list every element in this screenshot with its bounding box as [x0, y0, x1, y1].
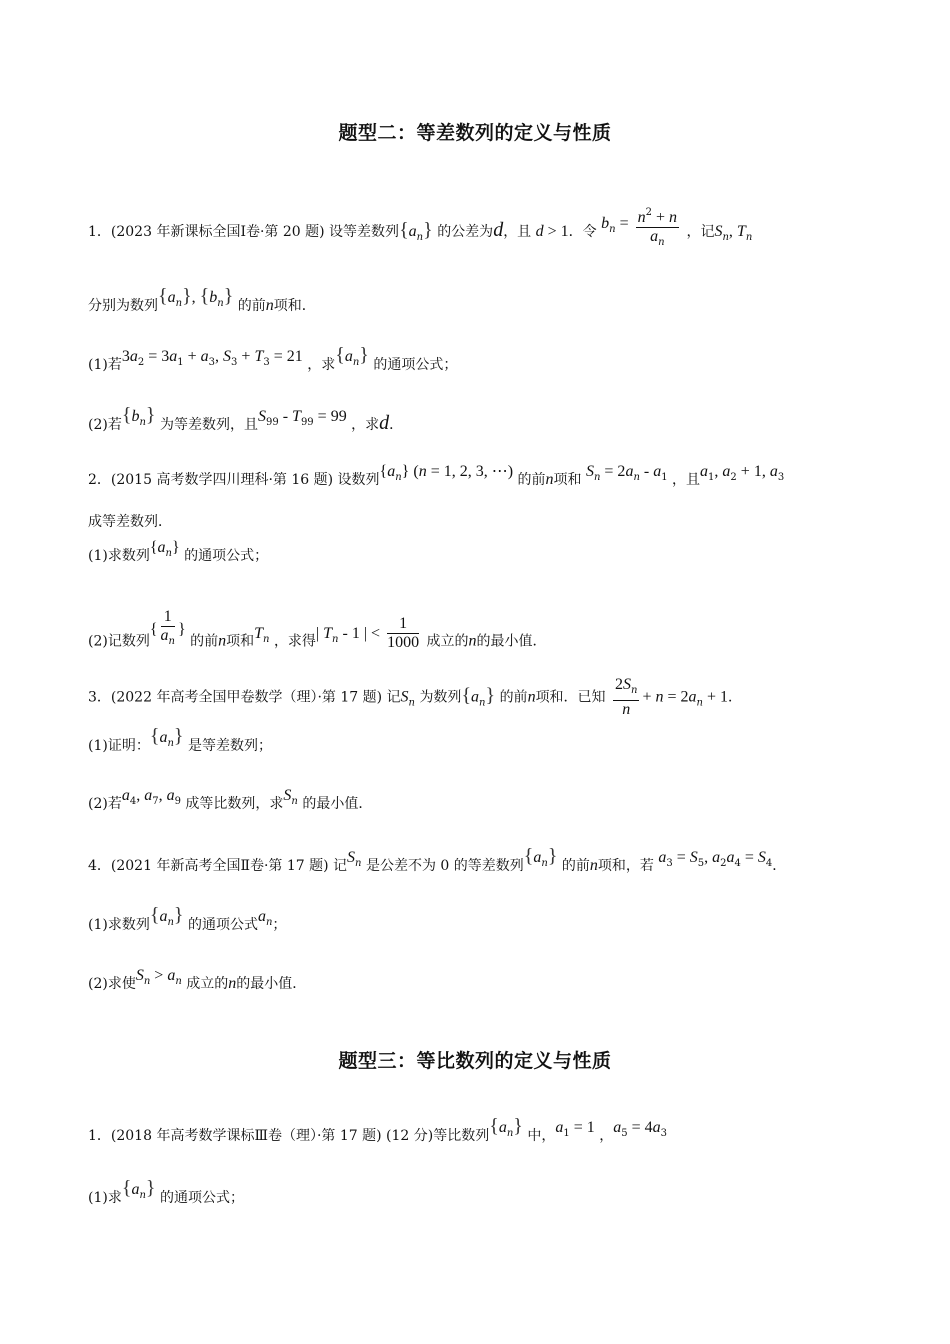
section-title-3: 题型三：等比数列的定义与性质 [338, 1050, 612, 1072]
section-title-2: 题型二：等差数列的定义与性质 [338, 122, 612, 144]
problem-1-line-2: 分别为数列$\{a_n\}$, $\{b_n\}$ 的前n项和． [88, 285, 316, 314]
problem-2-part-2: (2)记数列{ $\frac{1}{a_n}$ } 的前n项和$T_n$ ，求得| $T_n - 1$ | < $\frac{1}{1000}$ 成立的n的最小值． [88, 608, 547, 651]
problem-1-part-2: (2)若$\{b_n\}$ 为等差数列，且$S_{99} - T_{99} = 99$ ，求d． [88, 404, 404, 434]
problem-1-part-1: (1)若$3a_2 = 3a_1 + a_3$, $S_3 + T_3 = 21$ ，求$\{a_n\}$ 的通项公式； [88, 344, 458, 373]
problem-3-part-1: (1)证明：$\{a_n\}$ 是等差数列； [88, 725, 272, 754]
problem-2-part-1: (1)求数列$\{a_n\}$ 的通项公式； [88, 539, 269, 564]
problem-1-statement: 1．(2023 年新课标全国Ⅰ卷·第 20 题) 设等差数列$\{a_n\}$ 的公差为d，且 d > 1．令 $b_n$ = $\frac{n^2 + n}{a_n}$ ，记$S_n$, $T_n$ [88, 208, 890, 256]
problem-2-line-2: 成等差数列． [88, 514, 172, 530]
problem-5-part-1: (1)求$\{a_n\}$ 的通项公式； [88, 1177, 244, 1206]
problem-4-part-1: (1)求数列$\{a_n\}$ 的通项公式$a_n$； [88, 904, 287, 933]
problem-2-statement: 2．(2015 高考数学四川理科·第 16 题) 设数列$\{a_n\} (n = 1$, 2, 3, ⋯) 的前n项和 $S_n = 2a_n - a_1$ ，且$a_1$, $a_2 + 1$, $a_3$ [88, 463, 785, 488]
problem-4-statement: 4．(2021 年新高考全国Ⅱ卷·第 17 题) 记$S_n$ 是公差不为 0 的等差数列$\{a_n\}$ 的前n项和，若 $a_3 = S_5$, $a_2a_4 = S_4$． [88, 845, 787, 874]
problem-5-statement: 1．(2018 年高考数学课标Ⅲ卷（理）·第 17 题) (12 分)等比数列$\{a_n\}$ 中，$a_1 = 1$ ，$a_5 = 4a_3$ [88, 1115, 667, 1144]
problem-3-part-2: (2)若$a_4$, $a_7$, $a_9$ 成等比数列，求$S_n$ 的最小值． [88, 787, 373, 812]
problem-3-statement: 3．(2022 年高考全国甲卷数学（理）·第 17 题) 记$S_n$ 为数列$\{a_n\}$ 的前n项和．已知 $\frac{2S_n}{n}$ + $n = 2a_n + 1$． [88, 676, 743, 718]
problem-4-part-2: (2)求使$S_n > a_n$ 成立的n的最小值． [88, 967, 307, 992]
